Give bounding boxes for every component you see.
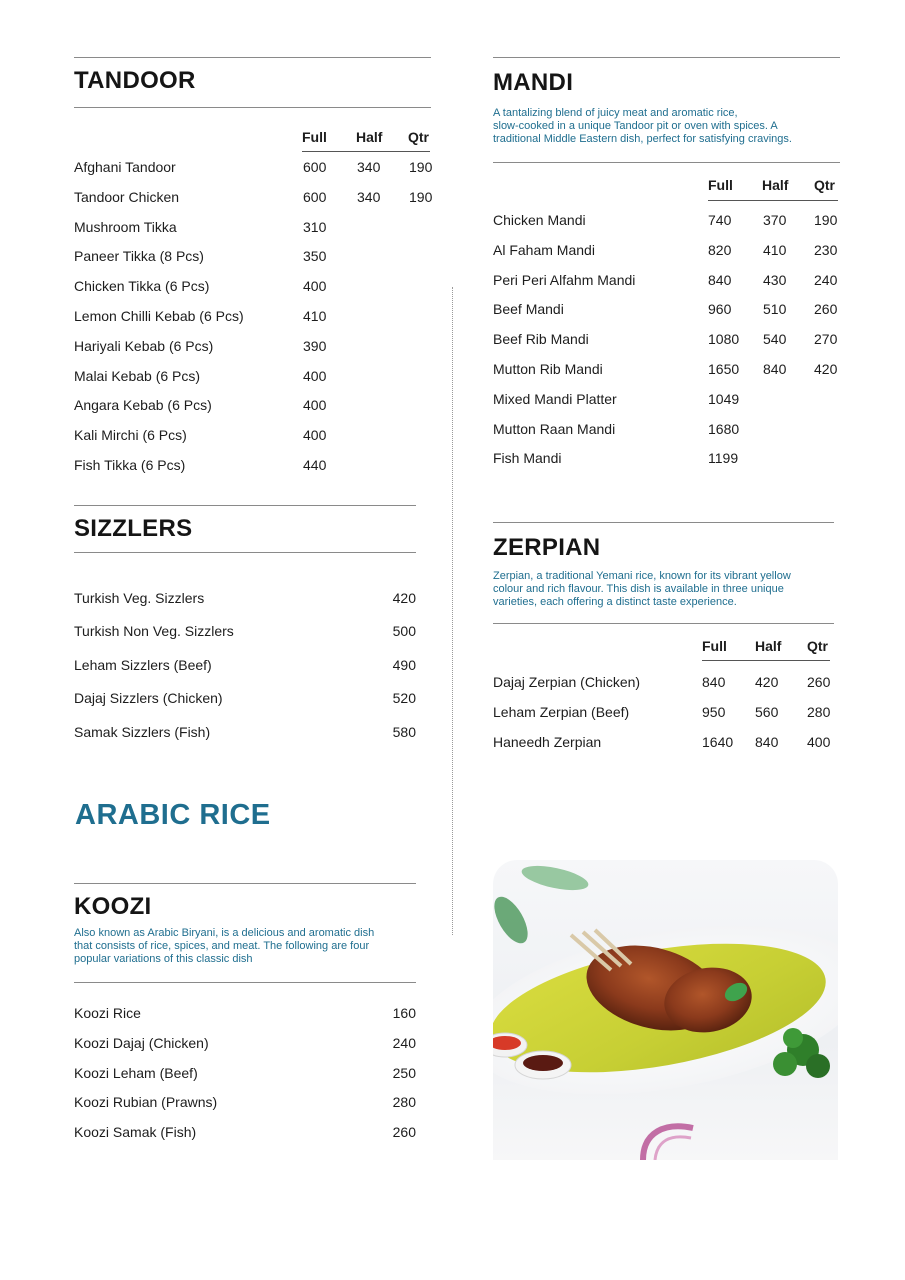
sizzlers-title: SIZZLERS <box>74 515 193 542</box>
menu-item-price: 280 <box>807 703 831 720</box>
mandi-dish-photo <box>493 860 838 1160</box>
menu-item-price: 1650 <box>708 361 740 377</box>
menu-item-price: 280 <box>392 1094 416 1111</box>
col-header-half: Half <box>356 129 383 145</box>
menu-item-name: Mushroom Tikka <box>74 218 177 235</box>
menu-item-price: 400 <box>303 278 327 295</box>
description-line: varieties, each offering a distinct taste experience. <box>493 596 737 608</box>
menu-item-price: 420 <box>814 361 838 377</box>
description-line: popular variations of this classic dish <box>74 953 253 965</box>
menu-item-price: 420 <box>392 590 416 606</box>
col-header-full: Full <box>708 177 733 193</box>
menu-item-name: Malai Kebab (6 Pcs) <box>74 367 201 384</box>
menu-item-name: Samak Sizzlers (Fish) <box>74 723 211 740</box>
menu-item-price: 950 <box>702 703 726 720</box>
divider <box>493 162 840 163</box>
menu-item-price: 420 <box>755 674 779 690</box>
menu-item-name: Fish Mandi <box>493 450 562 467</box>
menu-item-name: Hariyali Kebab (6 Pcs) <box>74 337 214 354</box>
menu-item-name: Fish Tikka (6 Pcs) <box>74 457 186 473</box>
menu-item-name: Lemon Chilli Kebab (6 Pcs) <box>74 308 244 324</box>
divider <box>74 982 416 983</box>
menu-item-price: 260 <box>392 1124 416 1141</box>
description-line: Also known as Arabic Biryani, is a delicious and aromatic dish <box>74 927 375 939</box>
menu-item-name: Mutton Rib Mandi <box>493 361 603 377</box>
menu-item-name: Leham Sizzlers (Beef) <box>74 656 212 673</box>
header-underline <box>302 151 430 152</box>
divider <box>493 522 834 523</box>
menu-item-price: 390 <box>303 337 327 354</box>
col-header-full: Full <box>302 129 327 145</box>
menu-item-name: Paneer Tikka (8 Pcs) <box>74 248 204 265</box>
menu-item-price: 190 <box>409 159 433 175</box>
zerpian-description <box>493 570 791 609</box>
menu-item-price: 400 <box>303 397 327 414</box>
menu-item-name: Koozi Rubian (Prawns) <box>74 1094 218 1111</box>
dish-illustration <box>493 860 838 1160</box>
menu-item-price: 310 <box>303 218 327 235</box>
divider <box>493 623 834 624</box>
menu-item-name: Mutton Raan Mandi <box>493 420 616 437</box>
divider <box>493 57 840 58</box>
menu-item-price: 520 <box>392 690 416 707</box>
menu-item-price: 1680 <box>708 420 740 437</box>
menu-item-name: Kali Mirchi (6 Pcs) <box>74 427 187 444</box>
menu-item-price: 820 <box>708 241 732 258</box>
divider <box>74 505 416 506</box>
menu-item-price: 400 <box>807 733 831 750</box>
header-underline <box>708 200 838 201</box>
menu-item-name: Mixed Mandi Platter <box>493 390 617 407</box>
menu-item-name: Koozi Dajaj (Chicken) <box>74 1034 209 1051</box>
menu-item-price: 230 <box>814 241 838 258</box>
menu-item-price: 410 <box>763 241 787 258</box>
menu-item-price: 400 <box>303 427 327 444</box>
description-line: traditional Middle Eastern dish, perfect for satisfying cravings. <box>493 133 792 145</box>
menu-item-price: 370 <box>763 212 787 228</box>
description-line: colour and rich flavour. This dish is available in three unique <box>493 583 784 595</box>
menu-item-name: Chicken Mandi <box>493 212 586 228</box>
menu-item-price: 500 <box>392 623 416 640</box>
menu-item-name: Turkish Non Veg. Sizzlers <box>74 623 234 640</box>
menu-item-price: 340 <box>357 159 381 175</box>
menu-item-price: 240 <box>392 1034 416 1051</box>
menu-item-price: 1199 <box>708 450 739 467</box>
menu-item-price: 350 <box>303 248 327 265</box>
menu-item-price: 160 <box>392 1005 416 1021</box>
menu-item-price: 1080 <box>708 331 740 348</box>
menu-item-price: 260 <box>814 301 838 318</box>
col-header-full: Full <box>702 638 727 654</box>
menu-item-price: 260 <box>807 674 831 690</box>
menu-item-price: 240 <box>814 271 838 288</box>
menu-item-price: 430 <box>763 271 787 288</box>
koozi-title: KOOZI <box>74 893 152 920</box>
divider <box>74 552 416 553</box>
col-header-half: Half <box>762 177 789 193</box>
menu-item-name: Turkish Veg. Sizzlers <box>74 590 205 606</box>
menu-item-price: 400 <box>303 367 327 384</box>
menu-item-name: Dajaj Zerpian (Chicken) <box>493 674 641 690</box>
menu-item-price: 270 <box>814 331 838 348</box>
description-line: that consists of rice, spices, and meat. The following are four <box>74 940 370 952</box>
menu-item-price: 410 <box>303 308 327 324</box>
menu-item-name: Dajaj Sizzlers (Chicken) <box>74 690 223 707</box>
mandi-title: MANDI <box>493 69 574 96</box>
menu-item-price: 580 <box>392 723 416 740</box>
col-header-qtr: Qtr <box>807 638 828 654</box>
menu-item-name: Koozi Rice <box>74 1005 141 1021</box>
menu-item-name: Koozi Leham (Beef) <box>74 1064 198 1081</box>
menu-item-price: 560 <box>755 703 779 720</box>
koozi-description <box>74 927 374 966</box>
menu-item-price: 440 <box>303 457 327 473</box>
menu-item-name: Beef Rib Mandi <box>493 331 589 348</box>
menu-item-name: Haneedh Zerpian <box>493 733 602 750</box>
divider <box>74 57 431 58</box>
menu-item-name: Chicken Tikka (6 Pcs) <box>74 278 210 295</box>
menu-item-name: Afghani Tandoor <box>74 159 176 175</box>
menu-item-name: Leham Zerpian (Beef) <box>493 703 630 720</box>
menu-item-name: Al Faham Mandi <box>493 241 595 258</box>
header-underline <box>702 660 830 661</box>
menu-item-name: Beef Mandi <box>493 301 564 318</box>
menu-item-price: 600 <box>303 188 327 205</box>
arabic-rice-title: ARABIC RICE <box>75 799 271 831</box>
menu-item-price: 600 <box>303 159 327 175</box>
description-line: Zerpian, a traditional Yemani rice, known for its vibrant yellow <box>493 570 791 582</box>
description-line: slow-cooked in a unique Tandoor pit or oven with spices. A <box>493 120 778 132</box>
menu-item-price: 510 <box>763 301 787 318</box>
zerpian-title: ZERPIAN <box>493 534 601 561</box>
menu-item-price: 340 <box>357 188 381 205</box>
menu-item-price: 840 <box>755 733 779 750</box>
menu-item-name: Koozi Samak (Fish) <box>74 1124 197 1141</box>
mandi-description <box>493 107 792 146</box>
menu-item-price: 250 <box>392 1064 416 1081</box>
menu-item-price: 490 <box>392 656 416 673</box>
menu-item-price: 540 <box>763 331 787 348</box>
menu-item-price: 1049 <box>708 390 740 407</box>
col-header-qtr: Qtr <box>814 177 835 193</box>
menu-item-name: Angara Kebab (6 Pcs) <box>74 397 212 414</box>
menu-item-price: 1640 <box>702 733 734 750</box>
col-header-half: Half <box>755 638 782 654</box>
menu-item-name: Peri Peri Alfahm Mandi <box>493 271 636 288</box>
description-line: A tantalizing blend of juicy meat and aromatic rice, <box>493 107 738 119</box>
divider <box>74 883 416 884</box>
menu-item-price: 740 <box>708 212 732 228</box>
menu-item-name: Tandoor Chicken <box>74 188 180 205</box>
divider <box>74 107 431 108</box>
menu-item-price: 190 <box>814 212 838 228</box>
menu-item-price: 840 <box>763 361 787 377</box>
menu-item-price: 960 <box>708 301 732 318</box>
col-header-qtr: Qtr <box>408 129 429 145</box>
tandoor-title: TANDOOR <box>74 67 196 94</box>
menu-item-price: 840 <box>702 674 726 690</box>
menu-item-price: 840 <box>708 271 732 288</box>
menu-item-price: 190 <box>409 188 433 205</box>
column-separator <box>452 287 453 935</box>
